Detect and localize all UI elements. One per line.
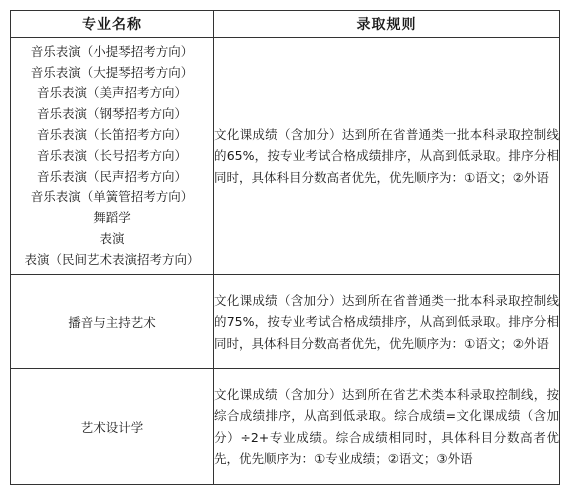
major-column-header: 专业名称 (11, 11, 214, 38)
admission-rule-text: 文化课成绩（含加分）达到所在省艺术类本科录取控制线，按综合成绩排序，从高到低录取。综合成绩=文化课成绩（含加分）÷2+专业成绩。综合成绩相同时，具体科目分数高者优先，优先顺序为：①专业成绩；②语文；③外语 (214, 369, 560, 485)
major-name: 音乐表演（单簧管招考方向） (30, 189, 194, 205)
table-row (11, 38, 560, 275)
major-name: 音乐表演（长号招考方向） (36, 147, 187, 163)
major-name: 音乐表演（长笛招考方向） (36, 126, 187, 142)
major-name: 音乐表演（美声招考方向） (36, 85, 187, 101)
rule-column-header: 录取规则 (214, 11, 560, 38)
admission-rule-text: 文化课成绩（含加分）达到所在省普通类一批本科录取控制线的65%，按专业考试合格成绩排序，从高到低录取。排序分相同时，具体科目分数高者优先，优先顺序为：①语文；②外语 (214, 38, 560, 275)
major-name: 音乐表演（大提琴招考方向） (30, 64, 194, 80)
major-name: 表演 (99, 230, 125, 246)
table-header-row (11, 11, 560, 38)
table-row (11, 369, 560, 485)
major-name: 艺术设计学 (11, 369, 214, 485)
major-list-cell (11, 38, 214, 275)
admission-rules-table (10, 10, 560, 485)
major-name: 舞蹈学 (93, 210, 131, 226)
major-name: 表演（民间艺术表演招考方向） (24, 251, 200, 267)
major-name: 音乐表演（小提琴招考方向） (30, 43, 194, 59)
table-row (11, 275, 560, 369)
major-name: 音乐表演（钢琴招考方向） (36, 106, 187, 122)
major-name: 音乐表演（民声招考方向） (36, 168, 187, 184)
admission-rule-text: 文化课成绩（含加分）达到所在省普通类一批本科录取控制线的75%，按专业考试合格成绩排序，从高到低录取。排序分相同时，具体科目分数高者优先，优先顺序为：①语文；②外语 (214, 275, 560, 369)
major-name: 播音与主持艺术 (11, 275, 214, 369)
